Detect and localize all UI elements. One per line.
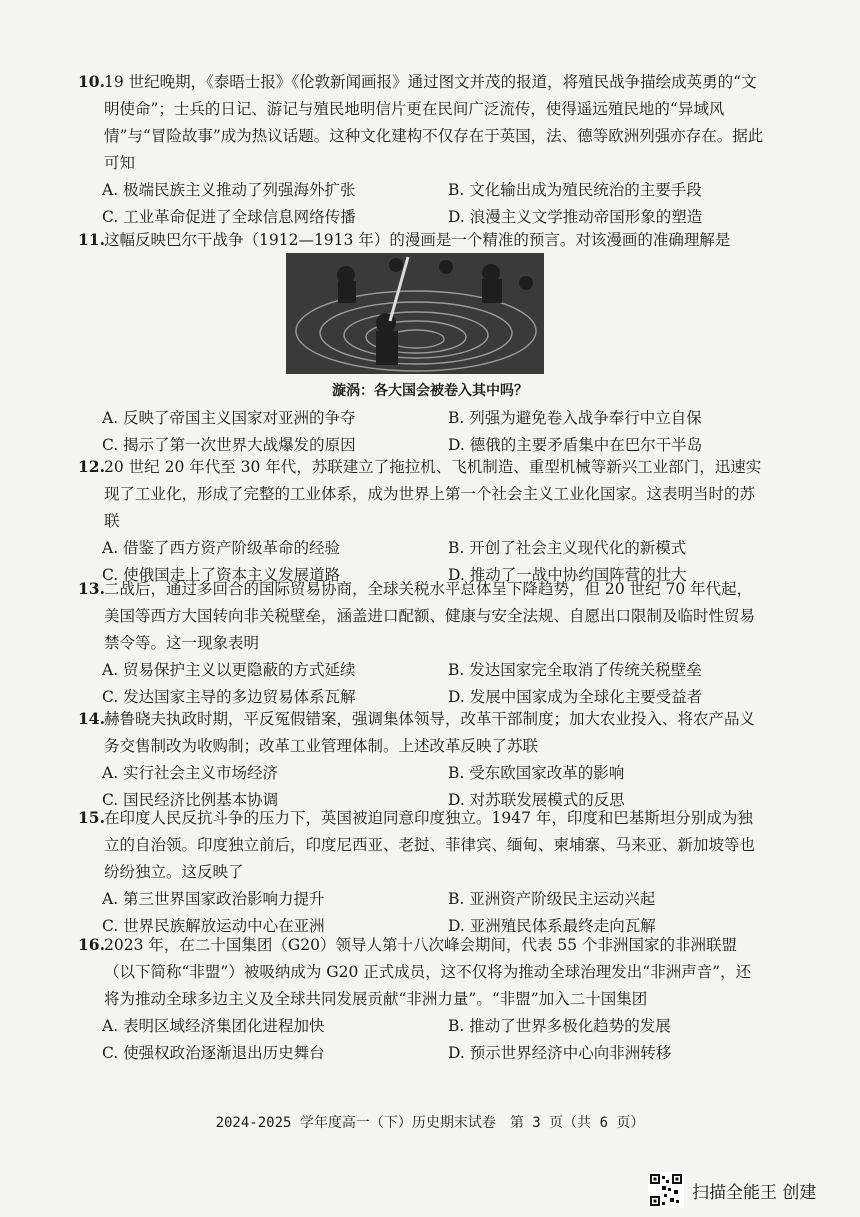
option-a[interactable]: A. 极端民族主义推动了列强海外扩张 [102, 181, 356, 199]
options [78, 405, 766, 459]
option-b[interactable]: B. 推动了世界多极化趋势的发展 [448, 1017, 671, 1035]
question-number: 13. [78, 579, 105, 598]
option-d[interactable]: D. 发展中国家成为全球化主要受益者 [448, 688, 703, 706]
option-c[interactable]: C. 使强权政治逐渐退出历史舞台 [102, 1044, 325, 1062]
question-16 [78, 931, 766, 1067]
options [78, 1013, 766, 1067]
option-d[interactable]: D. 对苏联发展模式的反思 [448, 791, 625, 809]
option-c[interactable]: C. 揭示了第一次世界大战爆发的原因 [102, 436, 356, 454]
question-text: 赫鲁晓夫执政时期，平反冤假错案，强调集体领导，改革干部制度；加大农业投入、将农产品义务交售制改为收购制；改革工业管理体制。上述改革反映了苏联 [104, 710, 756, 755]
option-a[interactable]: A. 贸易保护主义以更隐蔽的方式延续 [102, 661, 356, 679]
question-15 [78, 804, 766, 940]
question-text: 2023 年，在二十国集团（G20）领导人第十八次峰会期间，代表 55 个非洲国家的非洲联盟（以下简称“非盟”）被吸纳成为 G20 正式成员，这不仅将为推动全球治理发出“非洲声音”，还将为推动全球多边主义及全球共同发展贡献“非洲力量”。“非盟”加入二十国集团 [104, 936, 752, 1008]
options [78, 657, 766, 711]
question-number: 12. [78, 457, 105, 476]
question-stem [78, 226, 766, 254]
question-11 [78, 226, 766, 254]
option-b[interactable]: B. 亚洲资产阶级民主运动兴起 [448, 890, 656, 908]
option-c[interactable]: C. 发达国家主导的多边贸易体系瓦解 [102, 688, 356, 706]
cartoon-caption: 漩涡：各大国会被卷入其中吗？ [332, 383, 528, 399]
option-a[interactable]: A. 第三世界国家政治影响力提升 [102, 890, 325, 908]
option-a[interactable]: A. 实行社会主义市场经济 [102, 764, 279, 782]
question-stem [78, 68, 766, 177]
option-c[interactable]: C. 使俄国走上了资本主义发展道路 [102, 566, 341, 584]
option-d[interactable]: D. 浪漫主义文学推动帝国形象的塑造 [448, 208, 703, 226]
cartoon-image [286, 253, 544, 374]
question-number: 15. [78, 808, 105, 827]
scanner-brand-label: 扫描全能王 创建 [692, 1182, 817, 1203]
option-a[interactable]: A. 借鉴了西方资产阶级革命的经验 [102, 539, 341, 557]
options [78, 177, 766, 231]
page-footer: 2024-2025 学年度高一（下）历史期末试卷 第 3 页（共 6 页） [215, 1115, 645, 1131]
question-stem [78, 931, 766, 1013]
question-stem [78, 705, 766, 760]
option-c[interactable]: C. 工业革命促进了全球信息网络传播 [102, 208, 356, 226]
question-13 [78, 575, 766, 711]
option-b[interactable]: B. 列强为避免卷入战争奉行中立自保 [448, 409, 702, 427]
option-d[interactable]: D. 推动了一战中协约国阵营的壮大 [448, 566, 687, 584]
question-text: 19 世纪晚期，《泰晤士报》《伦敦新闻画报》通过图文并茂的报道，将殖民战争描绘成英勇的“文明使命”；士兵的日记、游记与殖民地明信片更在民间广泛流传，使得遥远殖民地的“异域风情”与“冒险故事”成为热议话题。这种文化建构不仅存在于英国，法、德等欧洲列强亦存在。据此可知 [104, 73, 764, 172]
option-b[interactable]: B. 发达国家完全取消了传统关税壁垒 [448, 661, 702, 679]
question-text: 20 世纪 20 年代至 30 年代，苏联建立了拖拉机、飞机制造、重型机械等新兴工业部门，迅速实现了工业化，形成了完整的工业体系，成为世界上第一个社会主义工业化国家。这表明当时的苏联 [104, 458, 762, 530]
question-stem [78, 575, 766, 657]
question-number: 16. [78, 935, 105, 954]
option-a[interactable]: A. 表明区域经济集团化进程加快 [102, 1017, 325, 1035]
question-number: 10. [78, 72, 105, 91]
option-c[interactable]: C. 世界民族解放运动中心在亚洲 [102, 917, 325, 935]
scanner-watermark [648, 1170, 816, 1210]
option-b[interactable]: B. 开创了社会主义现代化的新模式 [448, 539, 687, 557]
option-d[interactable]: D. 亚洲殖民体系最终走向瓦解 [448, 917, 656, 935]
qr-code-icon [648, 1172, 684, 1208]
whirlpool-cartoon [286, 253, 544, 374]
question-10 [78, 68, 766, 231]
question-text: 二战后，通过多回合的国际贸易协商，全球关税水平总体呈下降趋势，但 20 世纪 70 年代起，美国等西方大国转向非关税壁垒，涵盖进口配额、健康与安全法规、自愿出口限制及临时性贸易禁令等。这一现象表明 [104, 580, 756, 652]
question-stem [78, 804, 766, 886]
option-b[interactable]: B. 文化输出成为殖民统治的主要手段 [448, 181, 702, 199]
option-c[interactable]: C. 国民经济比例基本协调 [102, 791, 279, 809]
option-d[interactable]: D. 德俄的主要矛盾集中在巴尔干半岛 [448, 436, 703, 454]
option-d[interactable]: D. 预示世界经济中心向非洲转移 [448, 1044, 672, 1062]
question-text: 这幅反映巴尔干战争（1912—1913 年）的漫画是一个精准的预言。对该漫画的准确理解是 [104, 231, 731, 249]
question-12 [78, 453, 766, 589]
question-number: 11. [78, 230, 105, 249]
question-number: 14. [78, 709, 105, 728]
question-14 [78, 705, 766, 814]
question-text: 在印度人民反抗斗争的压力下，英国被迫同意印度独立。1947 年，印度和巴基斯坦分别成为独立的自治领。印度独立前后，印度尼西亚、老挝、菲律宾、缅甸、柬埔寨、马来亚、新加坡等也纷纷独立。这反映了 [104, 809, 756, 881]
option-b[interactable]: B. 受东欧国家改革的影响 [448, 764, 625, 782]
question-11-options [78, 405, 766, 459]
question-stem [78, 453, 766, 535]
option-a[interactable]: A. 反映了帝国主义国家对亚洲的争夺 [102, 409, 356, 427]
